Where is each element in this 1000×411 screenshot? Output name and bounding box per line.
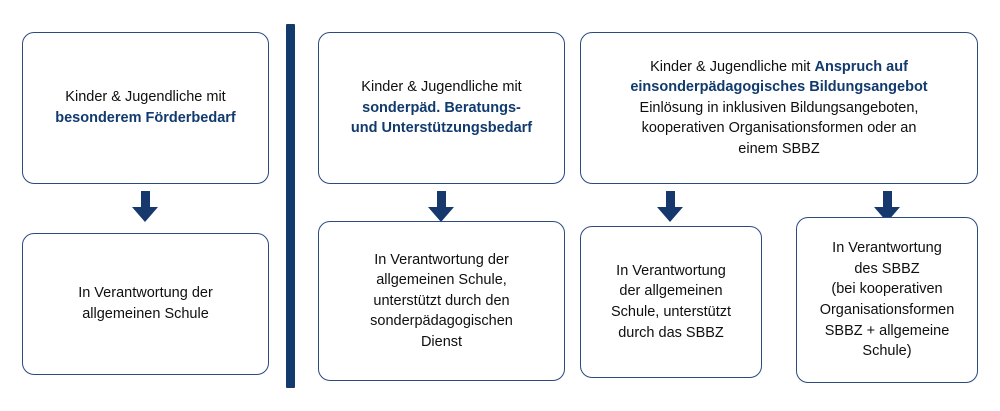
box-verantwortung-allgemeine-schule-sonderpaedagogischer-dienst-text: In Verantwortung der allgemeinen Schule, unterstützt durch den sonderpädagogischen Dienst	[370, 251, 513, 350]
arrow-down-anspruch-left	[657, 191, 683, 222]
box-besonderer-foerderbedarf	[22, 32, 269, 184]
box-verantwortung-allgemeine-schule-unterstuetzt-sbbz-text: In Verantwortung der allgemeinen Schule, unterstützt durch das SBBZ	[610, 262, 732, 341]
box-sonderpaed-beratungs-unterstuetzungsbedarf-text: Kinder & Jugendliche mit sonderpäd. Beratungs- und Unterstützungsbedarf	[350, 79, 533, 137]
box-besonderer-foerderbedarf-text: Kinder & Jugendliche mit besonderem Förderbedarf	[55, 89, 236, 126]
arrow-down-beratungsbedarf	[428, 191, 454, 222]
box-verantwortung-allgemeine-schule-unterstuetzt-sbbz	[580, 226, 762, 378]
box-verantwortung-allgemeine-schule	[22, 233, 269, 375]
vertical-divider	[286, 24, 295, 388]
box-anspruch-sonderpaedagogisches-bildungsangebot	[580, 32, 978, 184]
arrow-down-foerderbedarf	[132, 191, 158, 222]
box-verantwortung-allgemeine-schule-sonderpaedagogischer-dienst	[318, 221, 565, 381]
box-anspruch-sonderpaedagogisches-bildungsangebot-text: Kinder & Jugendliche mit Anspruch auf einsonderpädagogisches Bildungsangebot Einlösung in inklusiven Bildungsangeboten, kooperativen Organisationsformen oder an einem SBBZ	[630, 58, 928, 157]
box-verantwortung-sbbz	[796, 217, 978, 383]
box-verantwortung-allgemeine-schule-text: In Verantwortung der allgemeinen Schule	[78, 285, 213, 322]
box-sonderpaed-beratungs-unterstuetzungsbedarf	[318, 32, 565, 184]
box-verantwortung-sbbz-text: In Verantwortung des SBBZ (bei kooperativen Organisationsformen SBBZ + allgemeine Schule)	[819, 240, 955, 360]
